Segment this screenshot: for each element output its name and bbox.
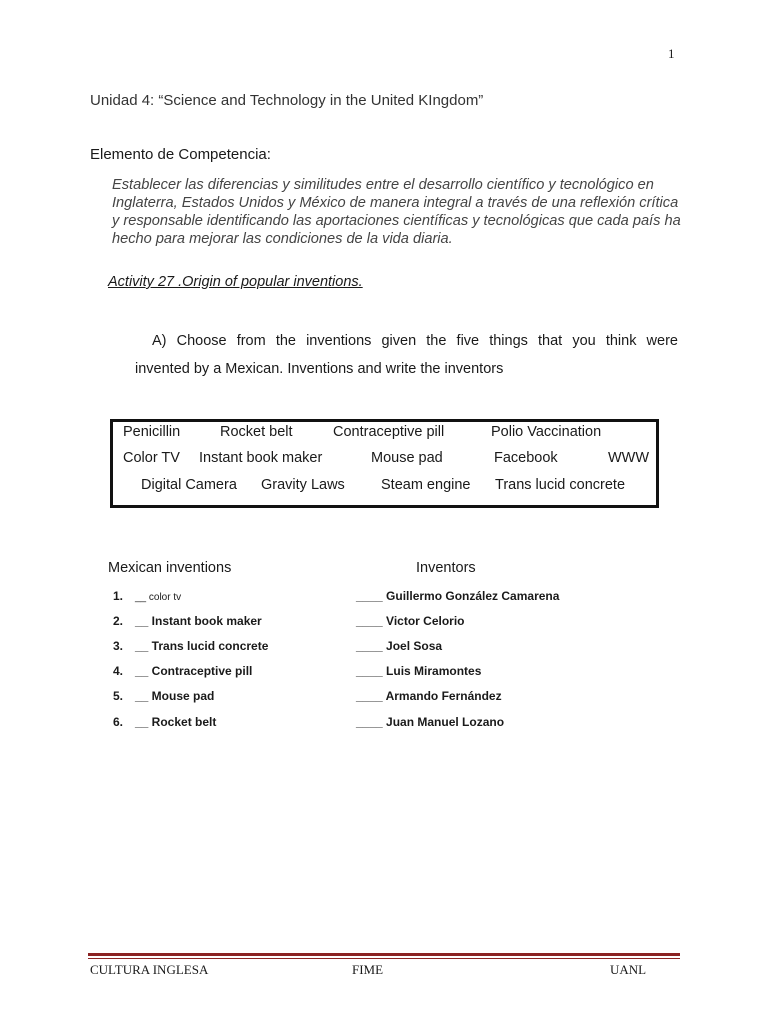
instruction-line-2: invented by a Mexican. Inventions and write the inventors [135, 361, 504, 377]
invention-row [113, 715, 216, 729]
instruction-marker: A) [152, 333, 167, 349]
invention-answer: __ Instant book maker [135, 614, 262, 628]
invention-row [113, 614, 262, 628]
unit-title: Unidad 4: “Science and Technology in the United KIngdom” [90, 92, 484, 109]
invention-item: Instant book maker [199, 450, 323, 466]
row-number: 4. [113, 664, 124, 678]
invention-answer: __ Trans lucid concrete [135, 639, 269, 653]
row-number: 5. [113, 689, 124, 703]
inventor-name: ____ Joel Sosa [356, 639, 443, 653]
inventor-name: ____ Luis Miramontes [356, 664, 482, 678]
inventor-name: ____ Guillermo González Camarena [356, 589, 560, 603]
invention-item: Polio Vaccination [491, 424, 602, 440]
footer-rule [88, 953, 680, 956]
footer-left: CULTURA INGLESA [90, 962, 209, 977]
invention-item: Contraceptive pill [333, 424, 445, 440]
invention-row [113, 664, 252, 678]
inventor-name: ____ Victor Celorio [356, 614, 465, 628]
invention-row [113, 689, 214, 703]
invention-answer: __ color tv [135, 592, 182, 603]
row-number: 3. [113, 639, 124, 653]
instruction-line-1 [135, 333, 678, 349]
invention-item: Mouse pad [371, 450, 443, 466]
footer-rule-thin [88, 958, 680, 959]
invention-item: Trans lucid concrete [495, 477, 626, 493]
competence-label: Elemento de Competencia: [90, 146, 271, 163]
inventor-name: ____ Juan Manuel Lozano [356, 715, 505, 729]
row-number: 1. [113, 589, 124, 603]
invention-item: Gravity Laws [261, 477, 345, 493]
footer-center: FIME [352, 962, 384, 977]
instruction-text: Choose from the inventions given the five things that you think were [166, 333, 678, 349]
footer-right: UANL [610, 962, 647, 977]
mexican-inventions-header: Mexican inventions [108, 560, 232, 576]
invention-answer: __ Mouse pad [135, 689, 215, 703]
invention-item: Digital Camera [141, 477, 237, 493]
row-number: 6. [113, 715, 124, 729]
invention-row [113, 639, 268, 653]
inventor-name: ____ Armando Fernández [356, 689, 502, 703]
invention-row [113, 589, 181, 603]
activity-title: Activity 27 .Origin of popular inventions. [108, 274, 363, 290]
page-number: 1 [668, 46, 675, 61]
invention-item: Penicillin [123, 424, 181, 440]
inventors-header: Inventors [416, 560, 476, 576]
invention-answer: __ Rocket belt [135, 715, 217, 729]
invention-item: Rocket belt [220, 424, 293, 440]
invention-item: Facebook [494, 450, 558, 466]
invention-item: Color TV [123, 450, 180, 466]
inventions-box [110, 419, 659, 508]
competence-text: Establecer las diferencias y similitudes entre el desarrollo científico y tecnológico en Inglaterra, Estados Unidos y México de manera integral a través de una reflexión crítica y responsable identificando las aportaciones científicas y tecnológicas que cada país ha hecho para mejorar las condiciones de la vida diaria. [112, 177, 681, 247]
invention-answer: __ Contraceptive pill [135, 664, 253, 678]
invention-item: WWW [608, 450, 650, 466]
row-number: 2. [113, 614, 124, 628]
invention-item: Steam engine [381, 477, 471, 493]
